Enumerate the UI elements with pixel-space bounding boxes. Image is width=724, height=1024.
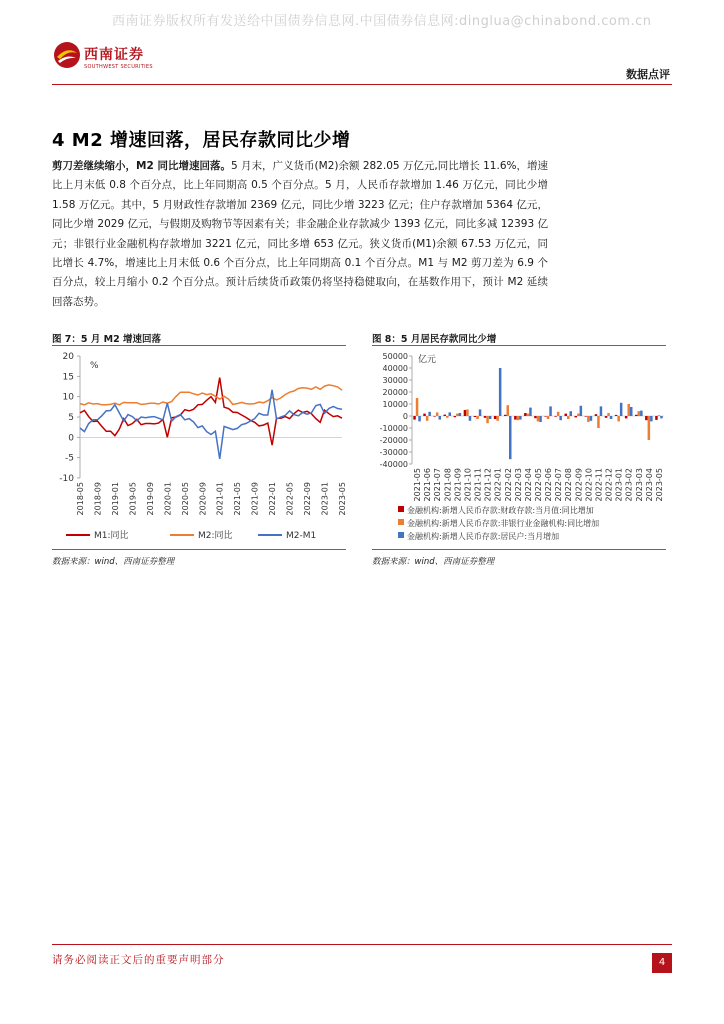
y-tick-label: -10 (59, 474, 74, 484)
bar (509, 416, 512, 459)
bar (459, 413, 462, 416)
x-tick-label: 2023-05 (338, 482, 347, 516)
legend-swatch (398, 506, 404, 512)
bar (547, 416, 550, 419)
bar (580, 406, 583, 416)
bar (454, 416, 457, 417)
x-tick-label: 2018-09 (93, 482, 103, 516)
x-tick-label: 2018-05 (76, 482, 85, 516)
bar (444, 415, 447, 416)
x-tick-label: 2020-05 (180, 482, 190, 516)
x-tick-label: 2023-01 (614, 468, 624, 502)
figure7-bottom-rule (52, 549, 346, 550)
bar (484, 416, 487, 418)
bar (479, 409, 482, 416)
x-tick-label: 2022-04 (523, 468, 533, 502)
y-tick-label: 50000 (382, 352, 408, 361)
bar (575, 416, 578, 417)
bar (439, 416, 442, 420)
y-tick-label: 5 (68, 413, 74, 423)
y-tick-label: -20000 (379, 436, 408, 445)
x-tick-label: 2022-01 (268, 482, 278, 516)
bar (610, 416, 613, 419)
logo-subtext: SOUTHWEST SECURITIES (84, 64, 153, 70)
y-tick-label: 20 (62, 352, 74, 362)
bar (557, 412, 560, 416)
y-tick-label: -5 (65, 453, 74, 464)
legend-swatch (398, 519, 404, 525)
paragraph-lead: 剪刀差继续缩小，M2 同比增速回落。 (52, 160, 231, 172)
x-tick-label: 2022-10 (584, 468, 594, 502)
bar (638, 411, 641, 416)
page-number: 4 (652, 953, 672, 973)
bar (585, 416, 588, 417)
x-tick-label: 2022-12 (604, 468, 614, 502)
bar (514, 416, 517, 420)
bar (587, 416, 590, 422)
y-tick-label: 10 (62, 392, 74, 403)
legend-swatch (398, 532, 404, 538)
bar (529, 408, 532, 416)
m2-growth-line-chart (52, 348, 346, 546)
bar (658, 415, 661, 416)
bar (597, 416, 600, 428)
bar (567, 416, 570, 419)
document-type-label: 数据点评 (626, 68, 670, 81)
bar (496, 416, 499, 421)
figure7-top-rule (52, 345, 346, 346)
x-tick-label: 2022-09 (574, 468, 584, 502)
legend-label: 金融机构:新增人民币存款:财政存款:当月值:同比增加 (407, 506, 594, 515)
bar (464, 410, 467, 416)
x-tick-label: 2023-02 (624, 468, 634, 502)
bar (559, 416, 562, 420)
bar (474, 416, 477, 417)
x-tick-label: 2021-01 (215, 482, 225, 516)
x-tick-label: 2020-09 (198, 482, 208, 516)
legend-label: M1:同比 (94, 531, 129, 541)
bar (577, 414, 580, 416)
bar (426, 416, 429, 421)
x-tick-label: 2022-02 (503, 468, 513, 502)
section-title: 4 M2 增速回落，居民存款同比少增 (52, 130, 351, 151)
deposit-bar-chart (372, 348, 666, 546)
bar (423, 414, 426, 416)
x-tick-label: 2021-06 (423, 468, 433, 502)
paragraph-text: 5 月末，广义货币(M2)余额 282.05 万亿元,同比增长 11.6%，增速比上月末低 0.8 个百分点，比上年同期高 0.5 个百分点。5 月，人民币存款增加 1.46 万亿元，同比少增 1.58 万亿元。其中，5 月财政性存款增加 2369 亿元，同比少增 3223 亿元；住户存款增加 5364 亿元，同比少增 2029 亿元，与假期及购物节等因素有关；非金融企业存款减少 1393 亿元，同比多减 12393 亿元；非银行业金融机构存款增加 3221 亿元，同比多增 653 亿元。狭义货币(M1)余额 67.53 万亿元，同比增长 4.7%，增速比上月末低 0.6 个百分点，比上年同期高 0.1 个百分点。M1 与 M2 剪刀差为 6.9 个百分点，较上月缩小 0.2 个百分点。预计后续货币政策仍将坚持稳健取向，在基数作用下，预计 M2 延续回落态势。 (52, 160, 548, 308)
x-tick-label: 2022-09 (303, 482, 313, 516)
y-tick-label: -30000 (379, 448, 408, 457)
x-tick-label: 2019-05 (128, 482, 138, 516)
x-tick-label: 2021-05 (233, 482, 243, 516)
bar (549, 406, 552, 416)
x-tick-label: 2022-11 (594, 468, 604, 502)
figure7-source: 数据来源：wind、西南证券整理 (52, 557, 175, 567)
bar (590, 416, 593, 421)
figure7-title: 图 7：5 月 M2 增速回落 (52, 334, 162, 345)
bar (537, 416, 540, 421)
bar (428, 412, 431, 416)
bar (486, 416, 489, 423)
bar (504, 415, 507, 416)
bar (595, 414, 598, 416)
y-tick-label: 10000 (382, 400, 408, 409)
x-tick-label: 2022-06 (544, 468, 554, 502)
bar (534, 416, 537, 418)
y-tick-label: 0 (68, 433, 74, 444)
x-tick-label: 2022-03 (513, 468, 523, 502)
footer-notice: 请务必阅读正文后的重要声明部分 (52, 954, 225, 966)
bar (620, 403, 623, 416)
x-tick-label: 2023-05 (654, 468, 664, 502)
bar (630, 407, 633, 416)
bar (489, 416, 492, 419)
bar (655, 416, 658, 420)
bar (456, 414, 459, 416)
bar (565, 414, 568, 416)
x-tick-label: 2022-05 (534, 468, 543, 502)
bar (640, 411, 643, 416)
bar (507, 405, 510, 416)
bar (615, 415, 618, 416)
y-axis-unit: % (90, 361, 99, 371)
y-tick-label: 20000 (382, 388, 408, 397)
figure8-bottom-rule (372, 549, 666, 550)
bar (607, 413, 610, 416)
bar (645, 416, 648, 420)
x-tick-label: 2019-09 (145, 482, 155, 516)
bar (418, 416, 421, 421)
legend-label: M2-M1 (286, 531, 317, 541)
bar (600, 406, 603, 416)
bar (570, 411, 573, 416)
bar (635, 415, 638, 416)
y-tick-label: -10000 (379, 424, 408, 433)
bar (436, 412, 439, 416)
bar (554, 416, 557, 417)
logo-text: 西南证券 (84, 47, 144, 63)
company-logo (52, 40, 172, 74)
x-tick-label: 2021-09 (250, 482, 260, 516)
x-tick-label: 2021-05 (413, 468, 423, 502)
x-tick-label: 2022-08 (564, 468, 574, 502)
series-line (80, 390, 342, 459)
x-tick-label: 2021-09 (453, 468, 463, 502)
logo-icon (52, 40, 82, 70)
bar (605, 416, 608, 418)
x-tick-label: 2021-10 (463, 468, 473, 502)
bar (648, 416, 651, 440)
bar (539, 416, 542, 422)
x-tick-label: 2020-01 (163, 482, 173, 516)
x-tick-label: 2021-12 (483, 468, 493, 502)
x-tick-label: 2021-07 (433, 468, 443, 502)
bar (466, 409, 469, 416)
header-divider (52, 84, 672, 85)
x-tick-label: 2019-01 (110, 482, 120, 516)
bar (416, 398, 419, 416)
bar (494, 416, 497, 419)
legend-label: 金融机构:新增人民币存款:非银行业金融机构:同比增加 (407, 519, 600, 528)
x-tick-label: 2022-05 (285, 482, 295, 516)
bar (544, 416, 547, 417)
y-axis-unit: 亿元 (418, 355, 437, 365)
bar (650, 416, 653, 421)
bar (469, 416, 472, 421)
bar (660, 416, 663, 418)
x-tick-label: 2021-08 (443, 468, 453, 502)
y-tick-label: 40000 (382, 364, 408, 373)
y-tick-label: -40000 (379, 460, 408, 469)
footer-divider (52, 944, 672, 945)
bar (625, 416, 628, 418)
bar (433, 416, 436, 417)
figure8-source: 数据来源：wind、西南证券整理 (372, 557, 495, 567)
x-tick-label: 2023-01 (320, 482, 330, 516)
bar (449, 412, 452, 416)
bar (499, 368, 502, 416)
bar (413, 416, 416, 420)
bar (517, 416, 520, 420)
y-tick-label: 0 (402, 412, 408, 421)
x-tick-label: 2023-04 (644, 468, 654, 502)
bar (628, 404, 631, 416)
legend-label: 金融机构:新增人民币存款:居民户:当月增加 (407, 532, 560, 541)
series-line (80, 385, 342, 405)
x-tick-label: 2021-11 (473, 468, 483, 502)
x-tick-label: 2022-07 (554, 468, 564, 502)
bar (446, 416, 449, 418)
bar (524, 413, 527, 416)
bar (527, 414, 530, 416)
bar (519, 416, 522, 420)
watermark-text: 西南证券版权所有发送给中国债券信息网.中国债券信息网:dinglua@chinabond.com.cn (112, 14, 652, 29)
legend-label: M2:同比 (198, 531, 233, 541)
x-tick-label: 2023-03 (634, 468, 644, 502)
bar (617, 416, 620, 421)
y-tick-label: 15 (62, 372, 74, 383)
figure8-top-rule (372, 345, 666, 346)
body-paragraph (52, 157, 548, 312)
x-tick-label: 2022-01 (493, 468, 503, 502)
bar (476, 416, 479, 419)
y-tick-label: 30000 (382, 376, 408, 385)
figure8-title: 图 8：5 月居民存款同比少增 (372, 334, 497, 345)
